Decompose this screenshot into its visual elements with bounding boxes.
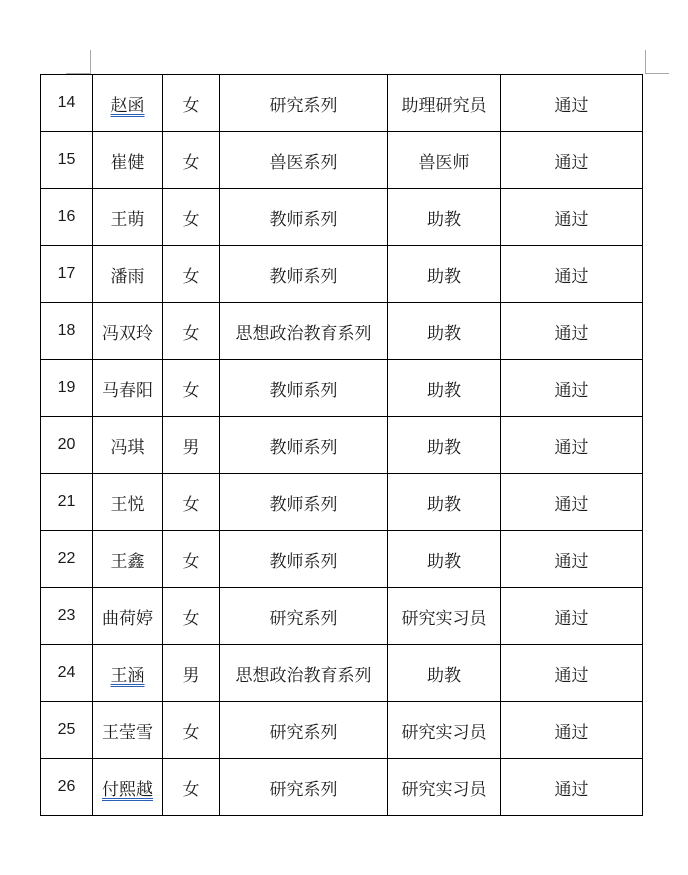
cell-gender: 男 <box>163 417 220 474</box>
cell-title: 兽医师 <box>388 132 501 189</box>
cell-number: 24 <box>41 645 93 702</box>
page-corner-mark <box>90 50 91 74</box>
cell-gender: 女 <box>163 189 220 246</box>
cell-number: 20 <box>41 417 93 474</box>
cell-number: 23 <box>41 588 93 645</box>
cell-title: 助教 <box>388 474 501 531</box>
cell-number: 19 <box>41 360 93 417</box>
cell-name <box>93 531 163 588</box>
cell-number: 16 <box>41 189 93 246</box>
cell-name <box>93 246 163 303</box>
table-row <box>41 645 643 702</box>
cell-title: 研究实习员 <box>388 759 501 816</box>
person-name: 付熙越 <box>102 779 153 800</box>
cell-title: 助教 <box>388 189 501 246</box>
table-row <box>41 588 643 645</box>
cell-number: 14 <box>41 75 93 132</box>
cell-gender: 女 <box>163 303 220 360</box>
person-name: 冯琪 <box>110 437 145 458</box>
cell-result: 通过 <box>501 588 643 645</box>
cell-result: 通过 <box>501 702 643 759</box>
cell-gender: 女 <box>163 246 220 303</box>
cell-series: 研究系列 <box>220 588 388 645</box>
cell-gender: 女 <box>163 702 220 759</box>
cell-gender: 女 <box>163 759 220 816</box>
cell-name <box>93 303 163 360</box>
cell-series: 研究系列 <box>220 75 388 132</box>
person-name: 马春阳 <box>102 380 153 401</box>
table-row <box>41 474 643 531</box>
cell-series: 思想政治教育系列 <box>220 303 388 360</box>
roster-table-body <box>41 75 643 816</box>
table-row <box>41 417 643 474</box>
person-name: 崔健 <box>110 152 145 173</box>
person-name: 王悦 <box>110 494 145 515</box>
person-name: 王莹雪 <box>102 722 153 743</box>
page-corner-mark <box>645 73 669 74</box>
cell-name <box>93 645 163 702</box>
cell-series: 教师系列 <box>220 360 388 417</box>
cell-title: 助理研究员 <box>388 75 501 132</box>
cell-name <box>93 474 163 531</box>
cell-series: 教师系列 <box>220 246 388 303</box>
table-row <box>41 360 643 417</box>
cell-name <box>93 75 163 132</box>
cell-name <box>93 702 163 759</box>
cell-gender: 女 <box>163 360 220 417</box>
cell-number: 21 <box>41 474 93 531</box>
table-row <box>41 189 643 246</box>
cell-number: 15 <box>41 132 93 189</box>
cell-gender: 女 <box>163 531 220 588</box>
table-row <box>41 246 643 303</box>
table-row <box>41 132 643 189</box>
table-row <box>41 303 643 360</box>
cell-gender: 女 <box>163 474 220 531</box>
person-name: 王萌 <box>110 209 145 230</box>
cell-name <box>93 132 163 189</box>
cell-result: 通过 <box>501 417 643 474</box>
cell-title: 研究实习员 <box>388 702 501 759</box>
cell-name <box>93 189 163 246</box>
table-row <box>41 531 643 588</box>
cell-title: 助教 <box>388 645 501 702</box>
person-name: 冯双玲 <box>102 323 153 344</box>
cell-title: 助教 <box>388 531 501 588</box>
cell-number: 26 <box>41 759 93 816</box>
cell-gender: 女 <box>163 75 220 132</box>
cell-name <box>93 417 163 474</box>
cell-result: 通过 <box>501 759 643 816</box>
table-row <box>41 759 643 816</box>
cell-number: 22 <box>41 531 93 588</box>
person-name: 潘雨 <box>110 266 145 287</box>
cell-result: 通过 <box>501 189 643 246</box>
cell-name <box>93 588 163 645</box>
cell-title: 助教 <box>388 360 501 417</box>
cell-gender: 女 <box>163 588 220 645</box>
cell-gender: 女 <box>163 132 220 189</box>
cell-result: 通过 <box>501 75 643 132</box>
cell-result: 通过 <box>501 645 643 702</box>
person-name: 曲荷婷 <box>102 608 153 629</box>
page-corner-mark <box>645 50 646 74</box>
cell-name <box>93 360 163 417</box>
cell-series: 研究系列 <box>220 759 388 816</box>
cell-gender: 男 <box>163 645 220 702</box>
cell-number: 25 <box>41 702 93 759</box>
table-row <box>41 75 643 132</box>
roster-table <box>40 74 643 816</box>
cell-result: 通过 <box>501 360 643 417</box>
cell-title: 助教 <box>388 303 501 360</box>
cell-result: 通过 <box>501 303 643 360</box>
cell-title: 助教 <box>388 417 501 474</box>
cell-title: 助教 <box>388 246 501 303</box>
cell-series: 研究系列 <box>220 702 388 759</box>
person-name: 赵函 <box>110 95 145 116</box>
person-name: 王涵 <box>110 665 145 686</box>
cell-series: 教师系列 <box>220 189 388 246</box>
cell-series: 教师系列 <box>220 474 388 531</box>
cell-result: 通过 <box>501 246 643 303</box>
cell-series: 教师系列 <box>220 531 388 588</box>
cell-number: 18 <box>41 303 93 360</box>
cell-title: 研究实习员 <box>388 588 501 645</box>
cell-result: 通过 <box>501 474 643 531</box>
cell-series: 思想政治教育系列 <box>220 645 388 702</box>
person-name: 王鑫 <box>110 551 145 572</box>
cell-series: 教师系列 <box>220 417 388 474</box>
table-row <box>41 702 643 759</box>
cell-result: 通过 <box>501 132 643 189</box>
cell-number: 17 <box>41 246 93 303</box>
cell-name <box>93 759 163 816</box>
cell-series: 兽医系列 <box>220 132 388 189</box>
cell-result: 通过 <box>501 531 643 588</box>
